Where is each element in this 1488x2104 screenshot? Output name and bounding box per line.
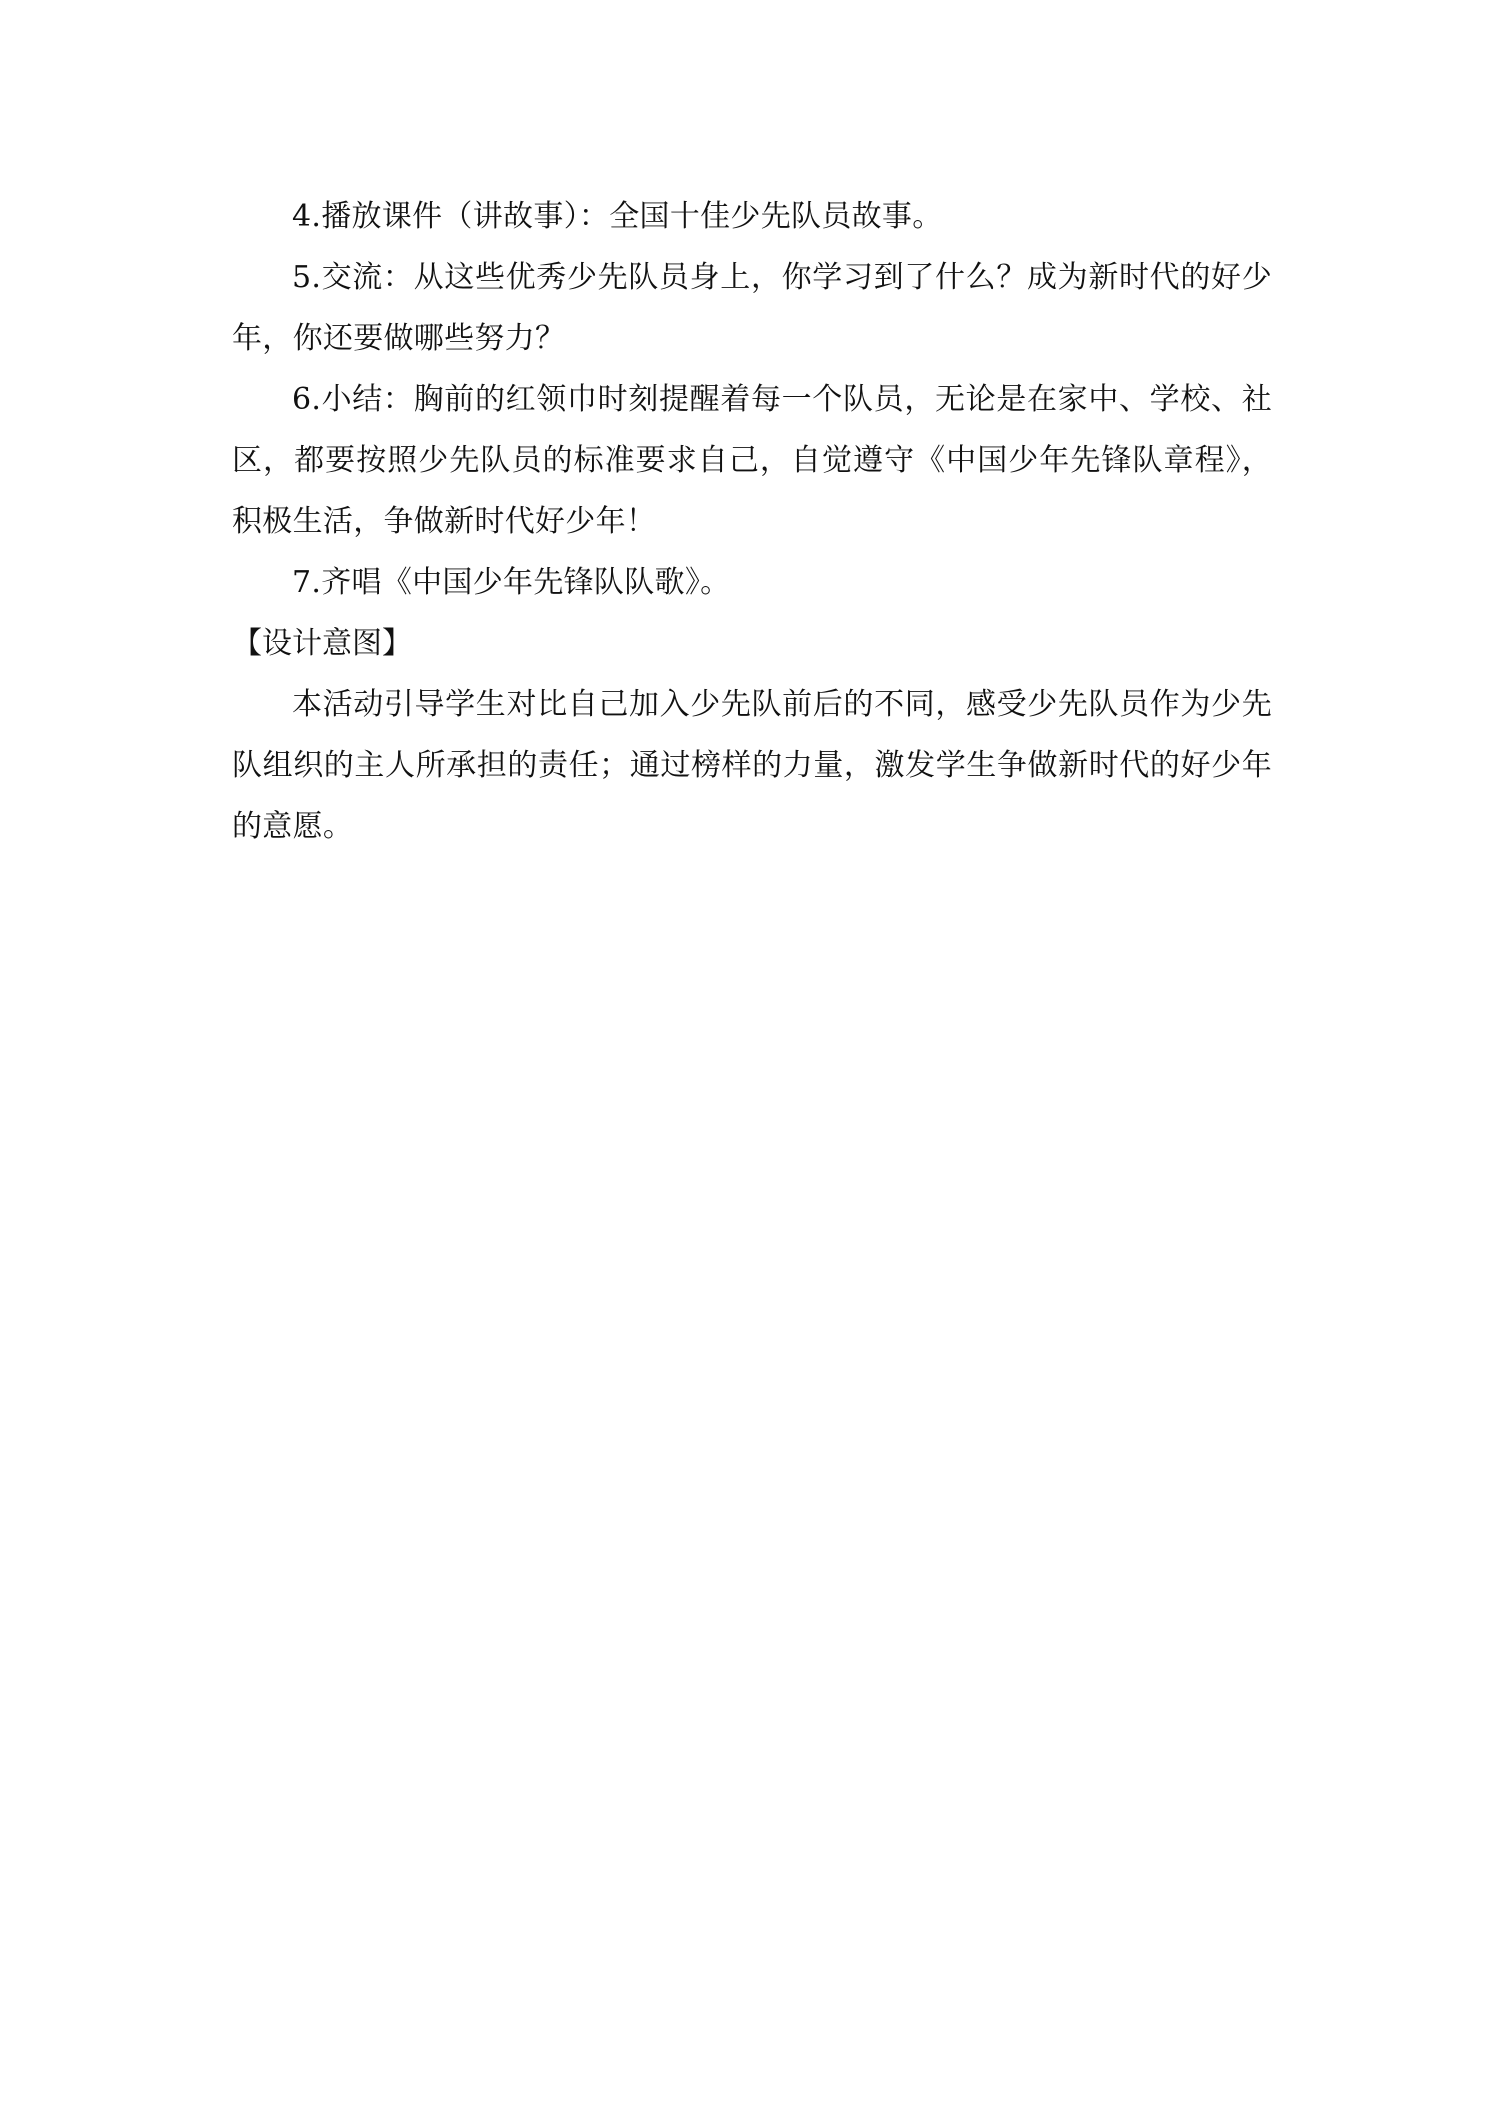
design-intent-paragraph: 本活动引导学生对比自己加入少先队前后的不同，感受少先队员作为少先队组织的主人所承担的责任；通过榜样的力量，激发学生争做新时代的好少年的意愿。 (232, 687, 1272, 844)
design-intent-heading: 【设计意图】 (232, 626, 412, 661)
step-6-paragraph: 6.小结：胸前的红领巾时刻提醒着每一个队员，无论是在家中、学校、社区，都要按照少先队员的标准要求自己，自觉遵守《中国少年先锋队章程》，积极生活，争做新时代好少年！ (232, 382, 1272, 539)
step-5-paragraph: 5.交流：从这些优秀少先队员身上，你学习到了什么？成为新时代的好少年，你还要做哪些努力？ (232, 260, 1272, 356)
document-body (232, 186, 1272, 857)
step-4-paragraph: 4.播放课件（讲故事）：全国十佳少先队员故事。 (292, 199, 943, 234)
step-7-paragraph: 7.齐唱《中国少年先锋队队歌》。 (292, 565, 731, 600)
